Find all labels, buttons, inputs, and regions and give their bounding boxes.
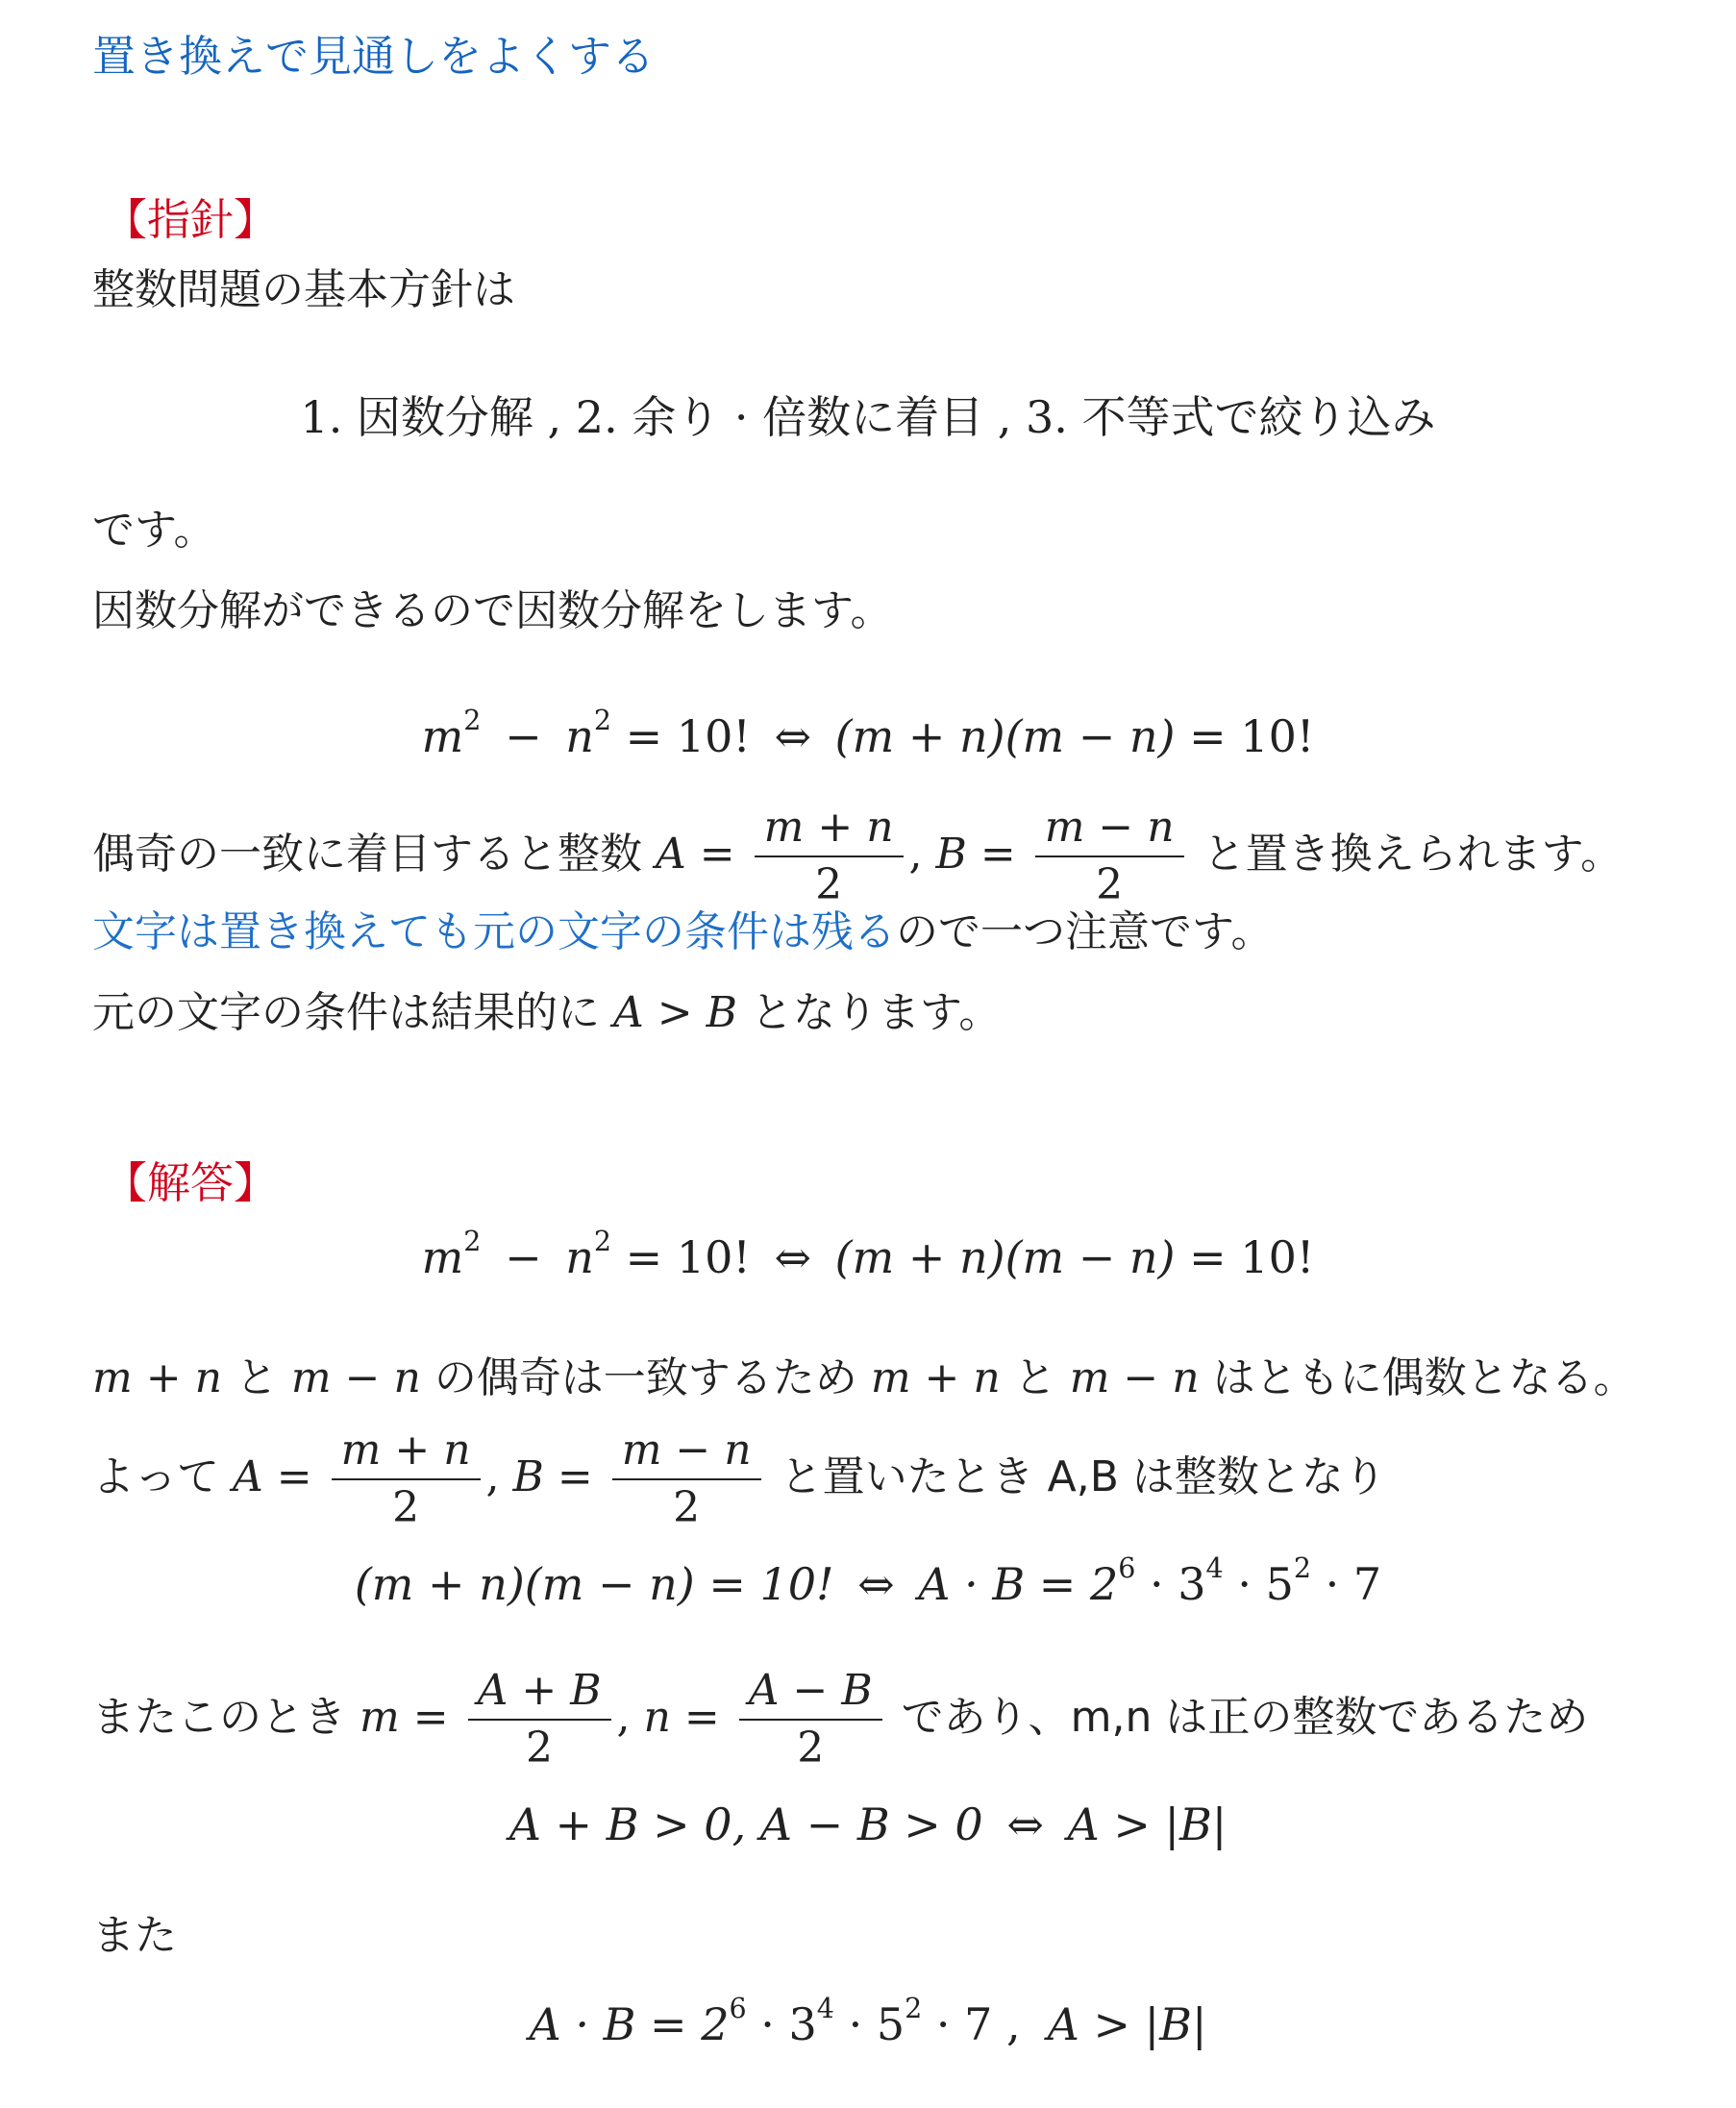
fraction-m-plus-n: [755, 800, 904, 913]
set-line: [92, 1423, 1386, 1536]
denominator: 2: [526, 1724, 554, 1773]
sub-suffix: と置き換えられます。: [1203, 830, 1624, 879]
exp: 2: [593, 1226, 612, 1258]
yotte: よって: [92, 1452, 219, 1501]
numerator: m + n: [763, 803, 894, 852]
exp: 4: [1205, 1552, 1224, 1585]
positive-suffix: であり、m,n は正の整数であるため: [901, 1693, 1589, 1742]
expr: m + n: [92, 1353, 222, 1402]
cond-suffix: となります。: [750, 988, 1002, 1037]
fraction-m-minus-n: [612, 1423, 761, 1536]
product: (m + n)(m − n): [834, 710, 1176, 762]
exp: 4: [816, 1993, 834, 2025]
text: と: [1013, 1353, 1056, 1402]
numerator: m − n: [1044, 803, 1175, 852]
denominator: 2: [673, 1483, 701, 1532]
comma: ,: [908, 830, 936, 879]
eq-value: = 10!: [1189, 710, 1315, 762]
exp: 6: [1118, 1552, 1136, 1585]
denominator: 2: [392, 1483, 420, 1532]
hint-intro: 整数問題の基本方針は: [92, 265, 515, 314]
cond-prefix: 元の文字の条件は結果的に: [92, 988, 600, 1037]
eq-value: = 10!: [625, 710, 751, 762]
policy-line: [0, 388, 1736, 446]
hint-heading: 【指針】: [104, 194, 278, 245]
inequality-line: [0, 1796, 1736, 1853]
set-suffix: と置いたとき A,B は整数となり: [780, 1452, 1386, 1501]
hint-equation: [0, 707, 1736, 765]
base: · 5: [833, 1998, 905, 2050]
text: の偶奇は一致するため: [434, 1353, 857, 1402]
ineq-lhs: A + B > 0, A − B > 0: [508, 1798, 983, 1850]
exp: 2: [905, 1993, 923, 2025]
minus: −: [505, 710, 542, 762]
product-equation: [0, 1552, 1736, 1613]
var-m: m: [421, 710, 464, 762]
var-A-eq: A =: [233, 1452, 312, 1501]
eq-value: = 10!: [1189, 1231, 1315, 1283]
page-title[interactable]: 置き換えで見通しをよくする: [92, 31, 656, 82]
iff-symbol: ⇔: [774, 710, 812, 762]
exp: 2: [1293, 1552, 1311, 1585]
sub-prefix: 偶奇の一致に着目すると整数: [92, 830, 642, 879]
note-rest: ので一つ注意です。: [896, 907, 1274, 956]
exp: 6: [729, 1993, 747, 2025]
comma: ,: [616, 1693, 644, 1742]
final-cond: A > |B|: [1047, 1998, 1207, 2050]
parity-line: [92, 1350, 1636, 1407]
base: · 3: [1135, 1558, 1206, 1610]
exp: 2: [593, 705, 612, 737]
mata-line: また: [92, 1911, 177, 1960]
numerator: A + B: [477, 1666, 602, 1715]
fraction-A-minus-B: [739, 1663, 882, 1776]
eq-rhs: A · B = 2: [918, 1558, 1119, 1610]
numerator: m + n: [340, 1426, 471, 1475]
hint-factor: 因数分解ができるので因数分解をします。: [92, 586, 893, 635]
product: (m + n)(m − n): [834, 1231, 1176, 1283]
numerator: m − n: [621, 1426, 752, 1475]
answer-equation: [0, 1228, 1736, 1286]
base: · 7 ,: [922, 1998, 1021, 2050]
base: · 3: [746, 1998, 817, 2050]
var-B-eq: B =: [512, 1452, 593, 1501]
policy-text: 1. 因数分解 , 2. 余り · 倍数に着目 , 3. 不等式で絞り込み: [300, 391, 1436, 443]
exp: 2: [463, 705, 482, 737]
var-n: n: [565, 1231, 594, 1283]
fraction-A-plus-B: [468, 1663, 611, 1776]
substitution-line: [92, 800, 1623, 913]
final-line: [0, 1993, 1736, 2053]
expr: m − n: [290, 1353, 421, 1402]
note-line: [92, 904, 1273, 961]
expr: m − n: [1069, 1353, 1200, 1402]
ineq-rhs: A > |B|: [1067, 1798, 1228, 1850]
eq-value: = 10!: [625, 1231, 751, 1283]
denominator: 2: [815, 860, 843, 909]
mata-kono: またこのとき: [92, 1693, 346, 1742]
cond-math: A > B: [613, 988, 737, 1037]
numerator: A − B: [748, 1666, 873, 1715]
note-highlight: 文字は置き換えても元の文字の条件は残る: [92, 907, 896, 956]
var-n: n: [565, 710, 594, 762]
answer-heading: 【解答】: [104, 1157, 278, 1208]
fraction-m-plus-n: [332, 1423, 481, 1536]
text: と: [235, 1353, 278, 1402]
text: はともに偶数となる。: [1212, 1353, 1636, 1402]
base: · 5: [1223, 1558, 1294, 1610]
base: · 7: [1311, 1558, 1382, 1610]
exp: 2: [463, 1226, 482, 1258]
iff-symbol: ⇔: [774, 1231, 812, 1283]
var-A-eq: A =: [656, 830, 735, 879]
final-pre: A · B = 2: [529, 1998, 730, 2050]
denominator: 2: [797, 1724, 825, 1773]
var-n-eq: n =: [643, 1693, 720, 1742]
hint-desu: です。: [92, 506, 216, 555]
comma: ,: [485, 1452, 513, 1501]
mn-line: [92, 1663, 1588, 1776]
expr: m + n: [870, 1353, 1001, 1402]
condition-line: [92, 984, 1001, 1042]
minus: −: [505, 1231, 542, 1283]
var-m-eq: m =: [360, 1693, 449, 1742]
iff-symbol: ⇔: [857, 1558, 895, 1610]
iff-symbol: ⇔: [1006, 1798, 1044, 1850]
var-B-eq: B =: [935, 830, 1016, 879]
var-m: m: [421, 1231, 464, 1283]
fraction-m-minus-n: [1035, 800, 1184, 913]
denominator: 2: [1096, 860, 1124, 909]
eq-lhs: (m + n)(m − n) = 10!: [354, 1558, 834, 1610]
